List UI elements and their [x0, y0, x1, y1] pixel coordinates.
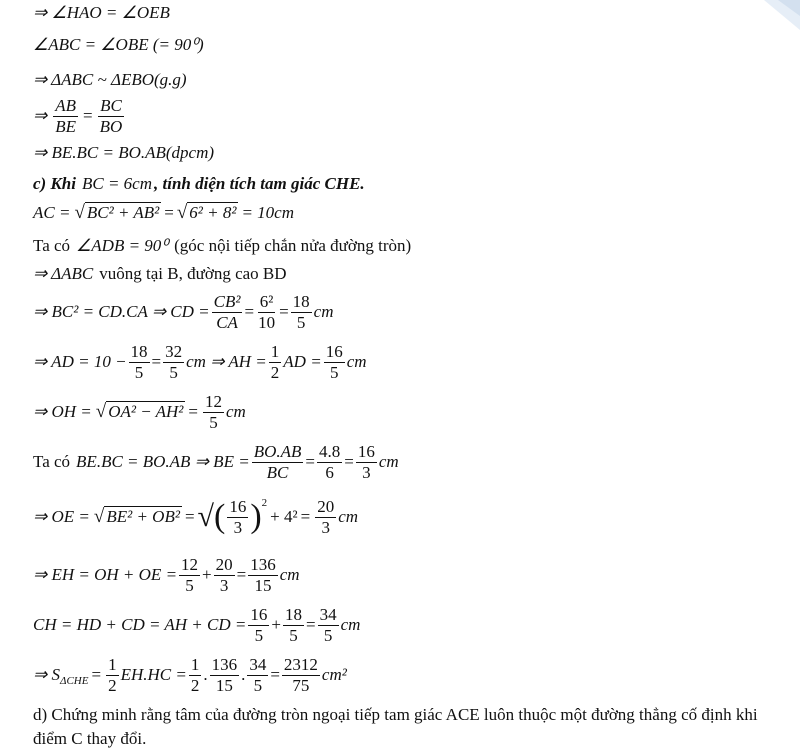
condition: BC = 6cm: [81, 174, 153, 193]
line-oh: ⇒ OH = √ OA² − AH² = $\frac{12}{5}$ cm: [33, 392, 246, 432]
square-root: √ BC² + AB²: [74, 202, 160, 223]
equation-text: ⇒ ΔABC: [33, 264, 94, 283]
denominator: BO: [99, 116, 123, 136]
fraction: [252, 442, 304, 482]
fraction: [324, 342, 345, 382]
denominator: 5: [185, 575, 194, 595]
denominator: 5: [169, 362, 178, 382]
fraction: [356, 442, 377, 482]
line-be: Ta có BE.BC = BO.AB ⇒ BE = $\frac{BO.AB}{BC}$ = $\frac{4.8}{6}$ = $\frac{16}{3}$ cm: [33, 442, 399, 482]
corner-decoration: [754, 0, 800, 42]
part-d-statement: d) Chứng minh rằng tâm của đường tròn ngoại tiếp tam giác ACE luôn thuộc một đường thẳng cố định khi điểm C thay đổi.: [33, 705, 758, 748]
radicand: BC² + AB²: [86, 203, 160, 222]
equation-text: ⇒ ΔABC ~ ΔEBO(g.g): [33, 70, 187, 89]
line-ad: ⇒ AD = 10 − $\frac{18}{5}$ = $\frac{32}{5}$ cm ⇒ AH = $\frac{1}{2}$ AD = $\frac{16}{5}$ cm: [33, 342, 367, 382]
line-dpcm: [33, 143, 214, 163]
unit: cm: [279, 565, 300, 585]
part-label: c) Khi: [33, 174, 76, 193]
numerator: 16: [357, 442, 375, 461]
equation-text: EH.HC =: [120, 665, 187, 685]
fraction: [214, 555, 235, 595]
numerator: 1: [108, 655, 117, 674]
numerator: 12: [205, 392, 222, 411]
line-oe: ⇒ OE = √ BE² + OB² = √ ( $\frac{16}{3}$ ) 2 + 4² = $\frac{20}{3}$ cm: [33, 497, 359, 537]
equation-text: ⇒ ∠HAO = ∠OEB: [33, 3, 170, 22]
equation-text: cm ⇒ AH =: [186, 352, 267, 372]
fraction: [227, 497, 248, 537]
equals-sign: =: [91, 665, 102, 685]
denominator: 5: [329, 362, 339, 382]
numerator: 2312: [283, 655, 318, 674]
unit: cm: [378, 452, 399, 472]
fraction: [248, 605, 269, 645]
equation-text: ⇒ BE.BC = BO.AB(dpcm): [33, 143, 215, 162]
denominator: 3: [321, 517, 330, 537]
numerator: 16: [250, 605, 268, 624]
numerator: 12: [181, 555, 199, 574]
line-abc-right: [33, 264, 287, 284]
numerator: 16: [229, 497, 247, 516]
fraction: [98, 96, 125, 136]
denominator: 15: [254, 575, 272, 595]
fraction: [291, 292, 312, 332]
denominator: 5: [296, 312, 306, 332]
line-ch: CH = HD + CD = AH + CD = $\frac{16}{5}$ + $\frac{18}{5}$ = $\frac{34}{5}$ cm: [33, 605, 361, 645]
line-area: ⇒ S ΔCHE = $\frac{1}{2}$ EH.HC = $\frac{1}{2}$ . $\frac{136}{15}$ . $\frac{34}{5}$ = $\frac{2312}{75}$ cm²: [33, 655, 347, 695]
text: (góc nội tiếp chắn nửa đường tròn): [174, 236, 412, 255]
equation-text: ∠ADB = 90⁰: [76, 236, 169, 255]
denominator: 75: [292, 675, 310, 695]
unit: cm²: [321, 665, 347, 685]
fraction: [256, 292, 277, 332]
unit: cm: [340, 615, 361, 635]
denominator: 5: [254, 625, 264, 645]
equation-text: AD =: [283, 352, 322, 372]
numerator: AB: [55, 96, 77, 115]
equation-text: BE.BC = BO.AB ⇒ BE =: [76, 452, 250, 472]
line-ac: AC = √ BC² + AB² = √ 6² + 8² = 10cm: [33, 202, 294, 223]
numerator: 16: [325, 342, 343, 361]
unit: cm: [226, 402, 246, 422]
denominator: 2: [270, 362, 280, 382]
numerator: 6²: [259, 292, 274, 311]
fraction: [283, 605, 304, 645]
fraction: [248, 555, 278, 595]
denominator: 3: [233, 517, 243, 537]
numerator: 136: [250, 555, 276, 574]
unit: cm: [338, 507, 359, 527]
numerator: 34: [319, 605, 337, 624]
equation-text: ⇒ BC² = CD.CA ⇒ CD =: [33, 302, 210, 322]
numerator: BC: [100, 96, 122, 115]
numerator: 4.8: [318, 442, 341, 461]
fraction: [210, 655, 240, 695]
fraction: [269, 342, 282, 382]
numerator: 20: [317, 497, 335, 516]
line-similar-triangles: [33, 70, 187, 90]
numerator: 1: [190, 655, 200, 674]
numerator: 18: [284, 605, 302, 624]
numerator: 34: [249, 655, 267, 674]
equation-text: ⇒ OE =: [33, 507, 90, 527]
denominator: 6: [325, 462, 334, 482]
numerator: 18: [292, 292, 310, 311]
equation-text: = 10cm: [241, 203, 294, 222]
radicand: 6² + 8²: [189, 203, 237, 222]
line-eh: ⇒ EH = OH + OE = $\frac{12}{5}$ + $\frac{20}{3}$ = $\frac{136}{15}$ cm: [33, 555, 300, 595]
fraction: [282, 655, 320, 695]
fraction: [318, 605, 339, 645]
big-root: √: [197, 500, 214, 534]
text: Ta có: [33, 236, 71, 255]
denominator: BC: [266, 462, 289, 482]
equation-text: ⇒ S: [33, 665, 60, 685]
denominator: 5: [323, 625, 333, 645]
fraction: [106, 655, 119, 695]
denominator: CA: [216, 312, 238, 332]
line-ratio: ⇒ $\frac{AB}{BE}$ = $\frac{BC}{BO}$: [33, 96, 123, 136]
unit: cm: [346, 352, 367, 372]
denominator: 3: [362, 462, 371, 482]
equation-text: ⇒ EH = OH + OE =: [33, 565, 178, 585]
unit: cm: [313, 302, 334, 322]
denominator: 15: [215, 675, 233, 695]
numerator: BO.AB: [253, 442, 302, 461]
equation-text: ⇒ AD = 10 −: [33, 352, 127, 372]
denominator: 5: [209, 412, 218, 432]
text: Ta có: [33, 452, 71, 472]
fraction: [189, 655, 202, 695]
line-adb: [33, 236, 411, 256]
fraction: [129, 342, 150, 382]
square-root: √ OA² − AH²: [95, 401, 184, 423]
numerator: 32: [165, 342, 183, 361]
denominator: 2: [108, 675, 117, 695]
denominator: 5: [253, 675, 263, 695]
radicand: OA² − AH²: [108, 402, 184, 422]
fraction: [317, 442, 342, 482]
numerator: 18: [130, 342, 148, 361]
fraction: [179, 555, 200, 595]
implies-symbol: ⇒: [33, 106, 48, 126]
denominator: 2: [190, 675, 200, 695]
equation-text: ∠ABC = ∠OBE (= 90⁰): [33, 35, 204, 54]
equation-text: AC =: [33, 203, 71, 222]
fraction: [315, 497, 336, 537]
denominator: BE: [55, 116, 77, 136]
numerator: 136: [211, 655, 238, 674]
line-abc-obe: [33, 35, 204, 55]
line-hao-oeb: [33, 3, 170, 23]
denominator: 5: [289, 625, 298, 645]
subscript: ΔCHE: [60, 675, 89, 688]
radicand: BE² + OB²: [106, 507, 180, 527]
line-cd: ⇒ BC² = CD.CA ⇒ CD = $\frac{\text{CB²}}{CA}$ = $\frac{\text{6²}}{10}$ = $\frac{18}{5}$ cm: [33, 292, 334, 332]
denominator: 3: [219, 575, 229, 595]
equation-text: CH = HD + CD = AH + CD =: [33, 615, 247, 635]
fraction: [163, 342, 184, 382]
square-root: √ 6² + 8²: [176, 202, 237, 223]
fraction: [203, 392, 224, 432]
text: vuông tại B, đường cao BD: [99, 264, 287, 283]
numerator: 1: [270, 342, 280, 361]
part-prompt: , tính diện tích tam giác CHE.: [154, 174, 365, 193]
denominator: 10: [258, 312, 276, 332]
fraction: [247, 655, 268, 695]
fraction: [212, 292, 243, 332]
fraction: [53, 96, 78, 136]
exponent: 2: [261, 497, 268, 509]
equation-text: + 4²: [270, 507, 298, 527]
equation-text: ⇒ OH =: [33, 402, 92, 422]
numerator: 20: [215, 555, 233, 574]
numerator: CB²: [213, 292, 241, 311]
denominator: 5: [134, 362, 144, 382]
square-root: √ BE² + OB²: [93, 506, 180, 528]
part-c-heading: [33, 174, 365, 194]
